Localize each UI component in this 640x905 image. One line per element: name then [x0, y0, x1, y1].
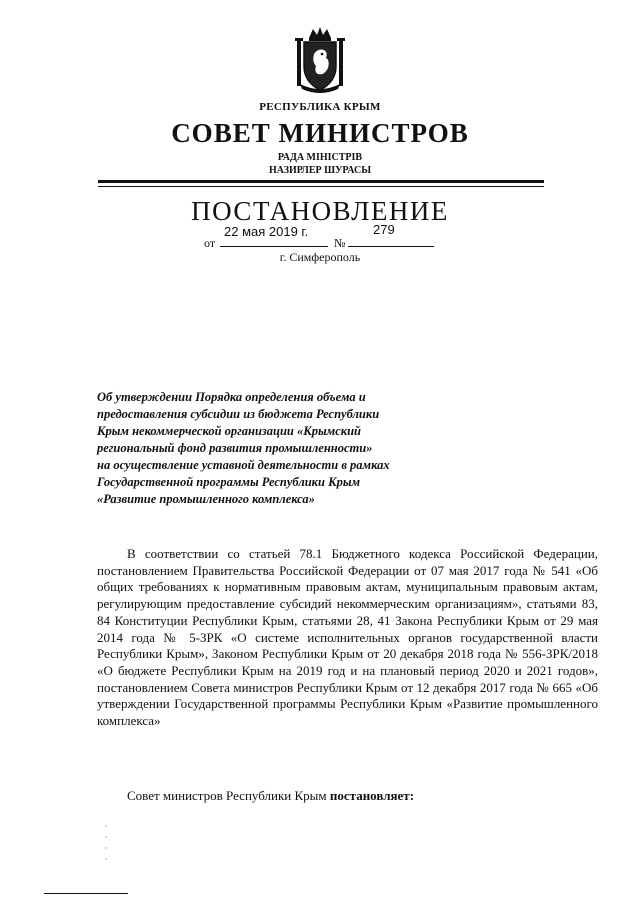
- crimea-coat-of-arms-icon: [292, 24, 348, 94]
- date-underline: [220, 246, 328, 247]
- resolution-verb: постановляет:: [329, 788, 415, 803]
- resolution-phrase: [127, 788, 414, 804]
- decree-date: 22 мая 2019 г.: [224, 224, 309, 239]
- header-divider-thick: [98, 180, 544, 183]
- decree-title-line: «Развитие промышленного комплекса»: [97, 492, 315, 506]
- decree-title-line: Крым некоммерческой организации «Крымский: [97, 424, 362, 438]
- number-label: №: [334, 236, 346, 250]
- date-label: от: [204, 236, 216, 250]
- decree-title-line: Об утверждении Порядка определения объема и: [97, 390, 366, 404]
- header-divider-thin: [98, 186, 544, 187]
- council-name-ukrainian: РАДА МІНІСТРІВ: [277, 152, 363, 163]
- decree-title: [97, 389, 437, 508]
- resolution-prefix: Совет министров Республики Крым: [127, 788, 330, 803]
- document-type-title: ПОСТАНОВЛЕНИЕ: [191, 196, 449, 226]
- republic-name: РЕСПУБЛИКА КРЫМ: [259, 101, 381, 113]
- decree-title-line: на осуществление уставной деятельности в рамках: [97, 458, 390, 472]
- city-name: г. Симферополь: [279, 250, 361, 264]
- footnote-divider: [44, 893, 128, 894]
- preamble-paragraph: [97, 546, 598, 730]
- scan-artifact: [104, 823, 108, 863]
- decree-number: 279: [373, 222, 395, 237]
- decree-title-line: региональный фонд развития промышленности»: [97, 441, 373, 455]
- council-of-ministers-title: СОВЕТ МИНИСТРОВ: [171, 118, 469, 148]
- decree-title-line: Государственной программы Республики Крым: [97, 475, 361, 489]
- decree-title-line: предоставления субсидии из бюджета Республики: [97, 407, 380, 421]
- council-name-crimean-tatar: НАЗИРЛЕР ШУРАСЫ: [268, 165, 372, 176]
- number-underline: [348, 246, 434, 247]
- preamble-text: В соответствии со статьей 78.1 Бюджетного кодекса Российской Федерации, постановлением Правительства Российской Федерации от 07 мая 2017 года № 541 «Об общих требованиях к нормативным правовым актам, муниципальным правовым актам, регулирующим предоставление субсидий некоммерческим организациям», статьями 83, 84 Конституции Республики Крым, статьями 28, 41 Закона Республики Крым от 29 мая 2014 года № 5-ЗРК «О системе исполнительных органов государственной власти Республики Крым», Законом Республики Крым от 20 декабря 2018 года № 556-ЗРК/2018 «О бюджете Республики Крым на 2019 год и на плановый период 2020 и 2021 годов», постановлением Совета министров Республики Крым от 12 декабря 2017 года № 665 «Об утверждении Государственной программы Республики Крым «Развитие промышленного комплекса»: [97, 546, 598, 729]
